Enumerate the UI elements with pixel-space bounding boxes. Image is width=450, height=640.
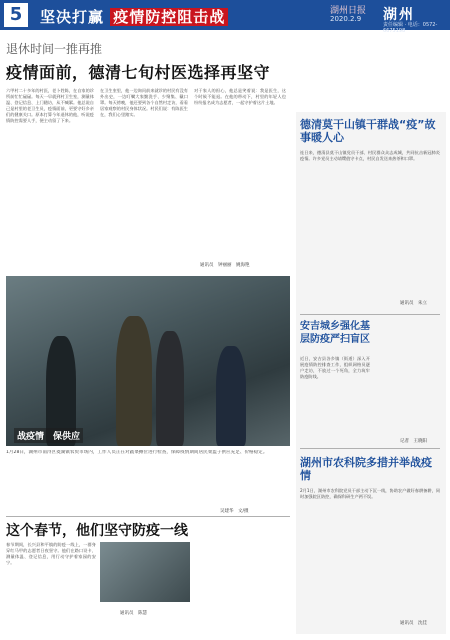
lead-body-col2: 在卫生室里，他一边询问前来就诊的村民有没有外出史，一边叮嘱大家勤洗手、少聚集、戴口罩。每天傍晚，他还要到各个自然村走访，看看居家观察的村民身体状况。村民们说：有陈医生在，我们心里踏实。: [100, 88, 188, 117]
right-story2-body: 近日，安吉县各乡镇（街道）深入开展疫情防控排查工作，组织网格员逐户走访，不放过一个死角，全力筑牢防疫防线。: [300, 356, 370, 379]
right-story2-headline: 安吉城乡强化基层防疫严扫盲区: [300, 321, 370, 345]
second-photo: [100, 542, 190, 602]
right-story3-body: 2月1日，湖州市农科院党员干部主动下沉一线，协助农户做好春耕备耕，同时加强院区防控，确保科研生产两不误。: [300, 488, 440, 499]
lead-headline: 疫情面前，德清七旬村医选择再坚守: [6, 63, 271, 82]
second-body: 春节期间，长兴县和平镇的防疫一线上，一群身穿红马甲的志愿者日夜坚守。他们在路口设卡、测量体温、登记信息，用行动守护着家园的安宁。: [6, 542, 96, 565]
slogan: [40, 6, 228, 27]
photo-byline: 吴建华 文/摄: [220, 509, 249, 514]
right-story2-body-col2: [374, 320, 442, 438]
section-divider: [6, 516, 290, 517]
region-title: 湖州: [383, 7, 415, 23]
issue-date: 2020.2.9: [330, 15, 362, 23]
photo-text: 1月28日，湖州市南浔区菱湖镇农贸市场内，工作人员正在对蔬菜摊位进行检查，保障疫情期间居民菜篮子供应充足、价格稳定。: [6, 450, 268, 455]
right-story3-byline: 通讯员 沈佳: [400, 621, 427, 626]
second-byline: 通讯员 陈慧: [120, 611, 147, 616]
second-headline: 这个春节，他们坚守防疫一线: [6, 523, 188, 539]
lead-body-col3: 对于家人的担心，他总是笑着说：我是医生，这个时候不能退。在他的带动下，村里的年轻人也纷纷报名成为志愿者，一起守护着这片土地。: [194, 88, 286, 105]
slogan-right: 疫情防控阻击战: [110, 8, 228, 26]
right-story1-body: 连日来，德清县莫干山镇党员干部、村民群众众志成城，共同抗击新冠肺炎疫情。许多党员主动请缨值守卡点，村民自发送来热茶和口罩。: [300, 150, 440, 161]
person-figure: [156, 331, 184, 446]
right-story1-headline: 德清莫干山镇干群战“疫”故事暖人心: [300, 118, 436, 144]
right-story2-byline: 记者 王晓阳: [400, 439, 427, 444]
right-divider: [300, 448, 440, 449]
lead-body-col1: 六甲村二十多年的村医，老卜姓陈，在自家的诊所前忙忙碌碌。每天一早就到村卫生室，测量体温、登记信息、上门随访，从不喊累。他总说自己是村里的老卫生员，疫情面前，更要守好乡亲们的健康关口。原本打算今年退休的他，听说疫情防控需要人手，便主动留了下来。: [6, 88, 94, 123]
editor-line: 责任编辑 · 电话：0572-6675198: [383, 22, 438, 34]
paper-name: 湖州日报: [330, 6, 367, 16]
page-number: 5: [4, 3, 28, 27]
right-story1-byline: 通讯员 朱立: [400, 301, 427, 306]
lead-byline: 通讯员 钟丽丽 姚海艳: [200, 263, 250, 268]
person-figure: [116, 316, 152, 446]
slogan-left: 坚决打赢: [40, 8, 105, 26]
masthead: [0, 0, 450, 34]
photo-caption: 战疫情 保供应: [14, 428, 83, 443]
person-figure: [216, 346, 246, 446]
right-divider: [300, 314, 440, 315]
lead-photo: [6, 276, 290, 446]
right-story3-headline: 湖州市农科院多措并举战疫情: [300, 456, 432, 482]
lead-kicker: 退休时间一推再推: [6, 42, 103, 56]
